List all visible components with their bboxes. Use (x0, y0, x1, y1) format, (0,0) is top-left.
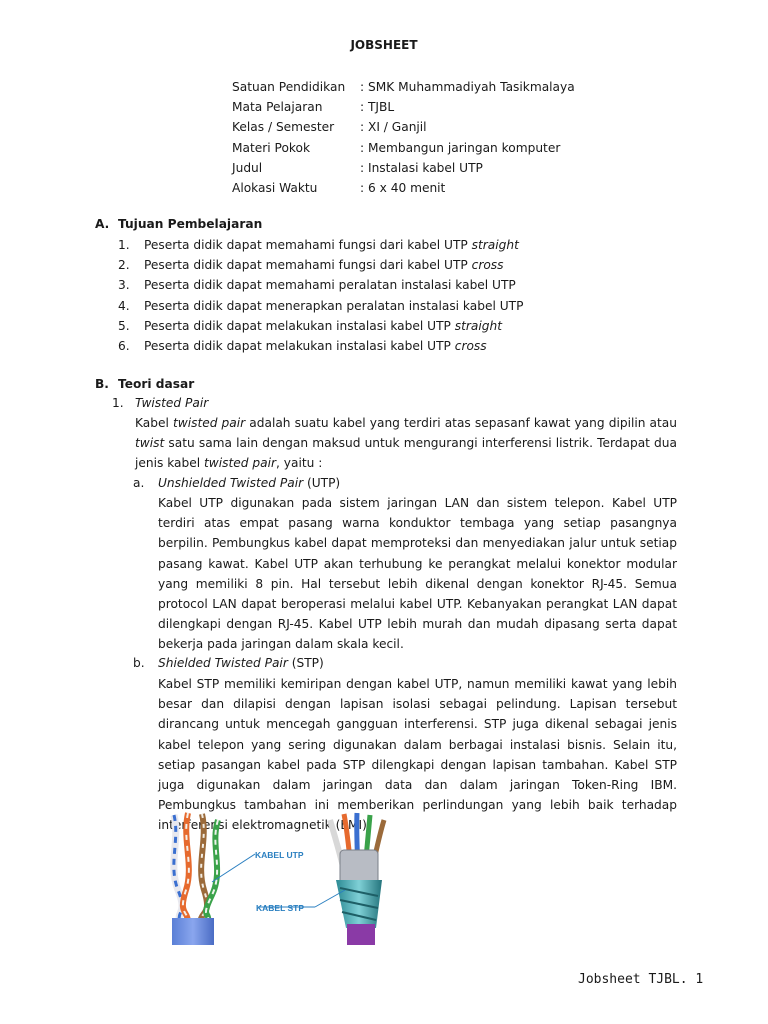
text-emphasis: twisted pair (204, 456, 277, 471)
list-text: Peserta didik dapat memahami fungsi dari kabel UTP (144, 238, 472, 252)
stp-body: Kabel STP memiliki kemiripan dengan kabel UTP, namun memiliki kawat yang lebih besar dan dilapisi dengan lapisan isolasi sebagai pelindung. Lapisan tersebut dirancang untuk mencegah gangguan interferensi. STP juga dikenal sebagai jenis kabel telepon yang sering digunakan dalam berbagai instalasi bisnis. Selain itu, setiap pasangan kabel pada STP dilengkapi dengan lapisan tambahan. Kabel STP juga digunakan dalam jaringan data dan dalam jaringan Token-Ring IBM. Pembungkus tambahan ini memberikan perlindungan yang lebih baik terhadap interferensi elektromagnetik (EMI) (158, 677, 677, 833)
list-item (118, 296, 523, 316)
section-a-heading (95, 217, 262, 231)
list-emphasis: straight (454, 318, 502, 333)
utp-heading (133, 476, 340, 490)
text-run: Kabel (135, 416, 173, 430)
stp-cable-image (330, 813, 384, 945)
meta-label: Alokasi Waktu (232, 180, 318, 195)
list-item (118, 255, 523, 275)
text-emphasis: twist (135, 436, 165, 451)
meta-row (232, 138, 575, 158)
list-text: Peserta didik dapat melakukan instalasi kabel UTP (144, 318, 455, 333)
meta-row (232, 178, 575, 198)
item-letter: a. (133, 476, 145, 490)
section-title: Tujuan Pembelajaran (118, 217, 263, 231)
twisted-pair-intro (135, 413, 677, 474)
meta-label: Materi Pokok (232, 140, 311, 155)
list-number: 5. (118, 318, 130, 333)
section-letter: B. (95, 377, 109, 391)
page-footer: Jobsheet TJBL. 1 (578, 972, 704, 987)
list-item (118, 336, 523, 356)
list-number: 2. (118, 258, 130, 273)
utp-body: Kabel UTP digunakan pada sistem jaringan LAN dan sistem telepon. Kabel UTP terdiri atas empat pasang warna konduktor tembaga yang setiap pasangnya berpilin. Pembungkus kabel dapat memproteksi dan menyediakan jalur untuk setiap pasang kawat. Kabel UTP akan terhubung ke perangkat melalui konektor modular yang memiliki 8 pin. Hal tersebut lebih dikenal dengan konektor RJ-45. Semua protocol LAN dapat beroperasi melalui kabel UTP. Kebanyakan perangkat LAN dapat dilengkapi dengan RJ-45. Kabel UTP lebih murah dan mudah dipasang serta dapat bekerja pada jaringan dalam skala kecil. (158, 496, 677, 652)
meta-value: : Instalasi kabel UTP (360, 160, 483, 175)
stp-title: Shielded Twisted Pair (158, 656, 288, 670)
section-letter: A. (95, 217, 110, 231)
subsection-title: Twisted Pair (135, 396, 209, 410)
list-emphasis: cross (454, 338, 487, 353)
list-number: 6. (118, 338, 130, 353)
meta-label: Kelas / Semester (232, 120, 335, 135)
list-text: Peserta didik dapat melakukan instalasi kabel UTP (144, 338, 455, 353)
document-title: JOBSHEET (350, 38, 418, 52)
list-item (118, 316, 523, 336)
list-number: 3. (118, 278, 130, 293)
objectives-list (118, 235, 523, 356)
meta-value: : XI / Ganjil (360, 120, 427, 135)
cable-illustration (150, 810, 530, 945)
meta-row (232, 97, 575, 117)
meta-value: : Membangun jaringan komputer (360, 140, 561, 155)
stp-label: KABEL STP (256, 903, 305, 913)
item-letter: b. (133, 656, 145, 670)
subsection-twisted-pair-heading (112, 396, 208, 410)
meta-label: Judul (232, 160, 263, 175)
stp-suffix: (STP) (287, 656, 324, 670)
list-number: 1. (118, 238, 130, 252)
section-title: Teori dasar (118, 377, 195, 391)
meta-label: Satuan Pendidikan (232, 80, 346, 94)
meta-row (232, 158, 575, 178)
text-run: , yaitu : (276, 456, 323, 471)
subsection-number: 1. (112, 396, 124, 410)
text-emphasis: twisted pair (172, 416, 246, 430)
meta-value: : 6 x 40 menit (360, 180, 446, 195)
meta-value: : TJBL (360, 100, 395, 115)
list-text: Peserta didik dapat memahami peralatan instalasi kabel UTP (144, 278, 516, 293)
utp-cable-image (172, 813, 218, 945)
cable-figure (150, 810, 530, 945)
utp-label: KABEL UTP (255, 850, 304, 860)
meta-value: : SMK Muhammadiyah Tasikmalaya (360, 80, 575, 94)
utp-title: Unshielded Twisted Pair (158, 476, 304, 490)
utp-suffix: (UTP) (303, 476, 341, 490)
meta-row (232, 77, 575, 97)
list-emphasis: cross (471, 258, 504, 273)
meta-label: Mata Pelajaran (232, 100, 323, 115)
section-b-heading (95, 377, 194, 391)
stp-heading (133, 656, 324, 670)
text-run: adalah suatu kabel yang terdiri atas sepasanf kawat yang dipilin atau (245, 416, 677, 430)
meta-row (232, 117, 575, 137)
list-emphasis: straight (471, 238, 519, 252)
list-text: Peserta didik dapat memahami fungsi dari kabel UTP (144, 258, 472, 273)
list-item (118, 235, 523, 255)
list-text: Peserta didik dapat menerapkan peralatan instalasi kabel UTP (144, 298, 524, 313)
list-item (118, 275, 523, 295)
text-run: satu sama lain dengan maksud untuk mengurangi interferensi listrik. Terdapat dua jenis kabel (135, 436, 677, 471)
meta-table (232, 77, 575, 198)
list-number: 4. (118, 298, 130, 313)
